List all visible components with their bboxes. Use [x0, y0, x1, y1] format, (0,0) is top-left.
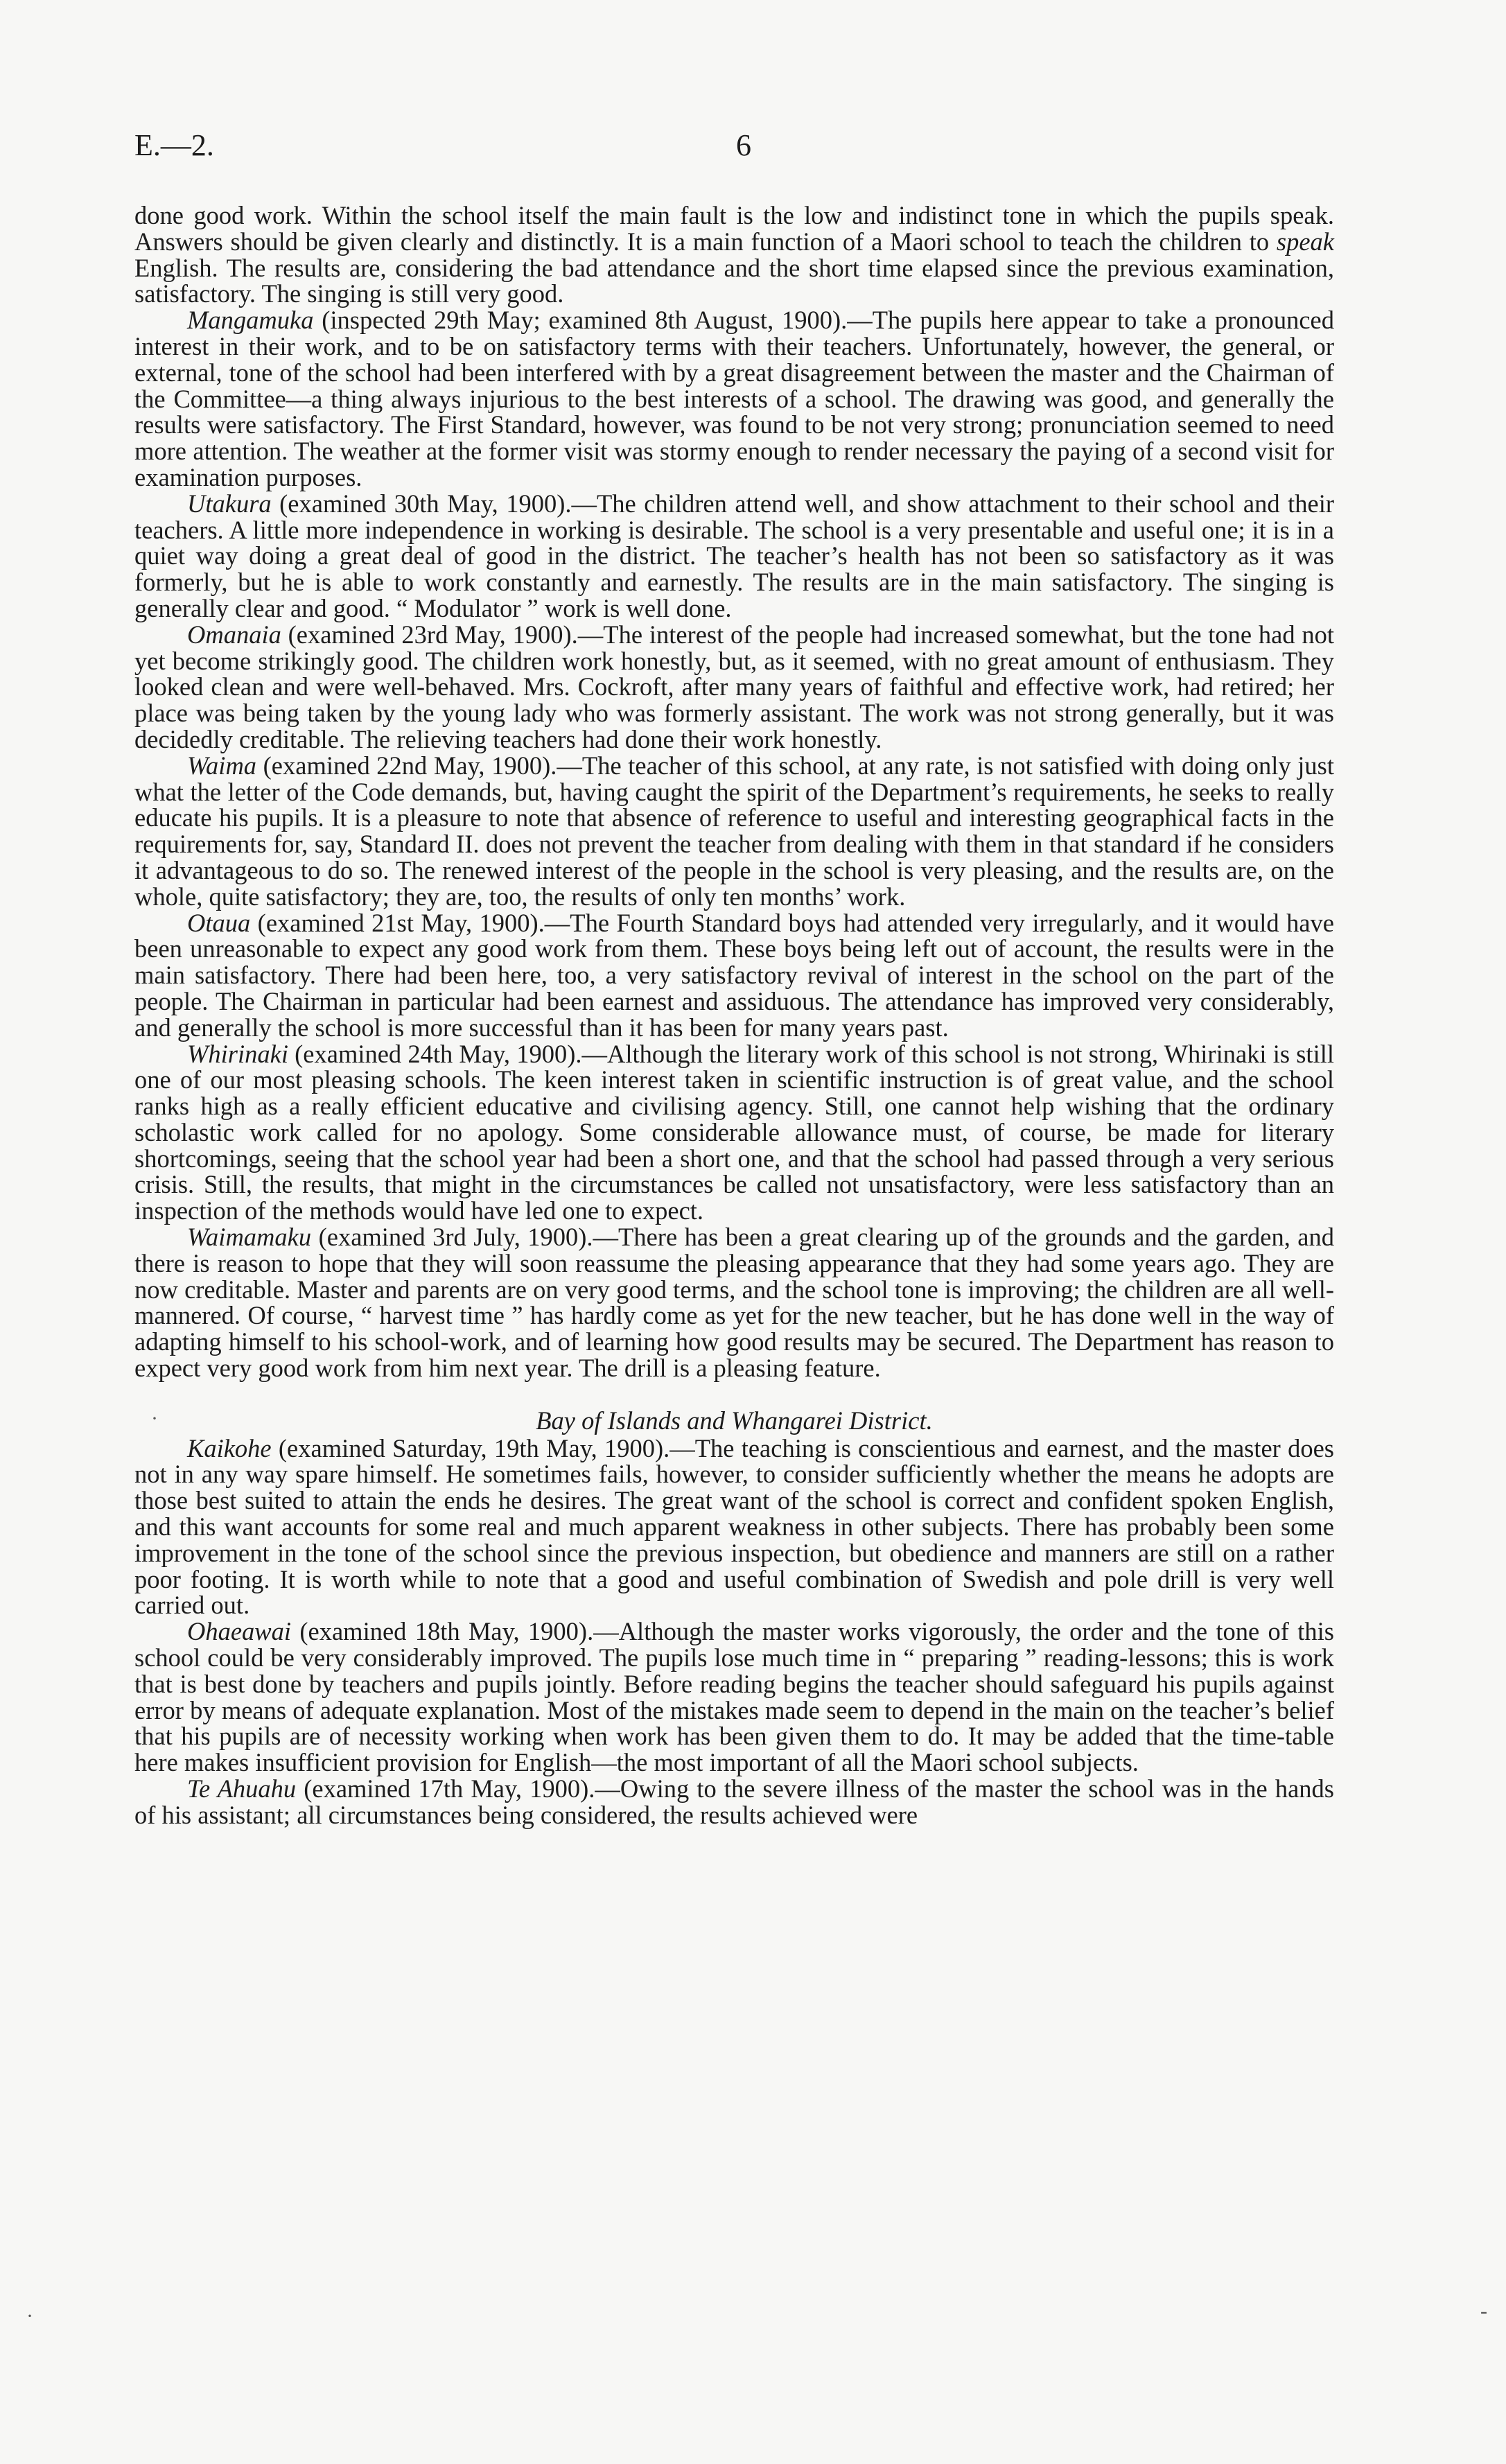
school-name: Mangamuka	[187, 306, 314, 335]
school-name: Omanaia	[187, 620, 281, 649]
school-entry-whirinaki: Whirinaki (examined 24th May, 1900).—Although the literary work of this school is not strong, Whirinaki is still one of our most pleasing schools. The keen interest taken in scientific instruction is of great value, and the school ranks high as a really efficient educative and civilising agency. Still, one cannot help wishing that the ordinary scholastic work called for no apology. Some considerable allowance must, of course, be made for literary shortcomings, seeing that the school year had been a short one, and that the school had passed through a very serious crisis. Still, the results, that might in the circumstances be called not unsatisfactory, were less satisfactory than an inspection of the methods would have led one to expect.	[134, 1039, 1334, 1225]
school-entry-te-ahuahu: Te Ahuahu (examined 17th May, 1900).—Owing to the severe illness of the master the school was in the hands of his assistant; all circumstances being considered, the results achieved were	[134, 1774, 1334, 1829]
page-number: 6	[736, 128, 751, 162]
school-name: Kaikohe	[187, 1433, 272, 1462]
school-entry-omanaia: Omanaia (examined 23rd May, 1900).—The interest of the people had increased somewhat, but the tone had not yet become strikingly good. The children work honestly, but, as it seemed, with no great amount of enthusiasm. They looked clean and were well-behaved. Mrs. Cockroft, after many years of faithful and effective work, had retired; her place was being taken by the young lady who was formerly assistant. The work was not strong generally, but it was decidedly creditable. The relieving teachers had done their work honestly.	[134, 620, 1334, 753]
margin-speck: ·	[151, 1407, 158, 1430]
school-name: Whirinaki	[187, 1039, 288, 1068]
school-entry-ohaeawai: Ohaeawai (examined 18th May, 1900).—Although the master works vigorously, the order and the tone of this school could be very considerably improved. The pupils lose much time in “ preparing ” reading-lessons; this is work that is best done by teachers and pupils jointly. Before reading begins the teacher should safeguard his pupils against error by means of adequate explanation. Most of the mistakes made seem to depend in the main on the teacher’s belief that his pupils are of necessity working when work has been given them to do. It may be added that the time-table here makes insufficient provision for English—the most important of all the Maori school subjects.	[134, 1617, 1334, 1777]
document-reference: E.—2.	[134, 128, 214, 162]
emphasis-text: speak	[1276, 227, 1334, 256]
continuation-paragraph: done good work. Within the school itself the main fault is the low and indistinct tone in which the pupils speak. Answers should be given clearly and distinctly. It is a main function of a Maori school to teach the children to speak English. The results are, considering the bad attendance and the short time elapsed since the previous examination, satisfactory. The singing is still very good.	[134, 201, 1334, 308]
school-name: Otaua	[187, 908, 251, 937]
school-entry-waimamaku: Waimamaku (examined 3rd July, 1900).—There has been a great clearing up of the grounds and the garden, and there is reason to hope that they will soon reassume the pleasing appearance that they had some years ago. They are now creditable. Master and parents are on very good terms, and the school tone is improving; the children are all well-mannered. Of course, “ harvest time ” has hardly come as yet for the new teacher, but he has done well in the way of adapting himself to his school-work, and of learning how good results may be secured. The Department has reason to expect very good work from him next year. The drill is a pleasing feature.	[134, 1223, 1334, 1383]
school-name: Waimamaku	[187, 1223, 312, 1252]
school-name: Utakura	[187, 489, 272, 518]
school-name: Waima	[187, 751, 257, 780]
school-entry-waima: Waima (examined 22nd May, 1900).—The teacher of this school, at any rate, is not satisfied with doing only just what the letter of the Code demands, but, having caught the spirit of the Department’s requirements, he seeks to really educate his pupils. It is a pleasure to note that absence of reference to useful and interesting geographical facts in the requirements for, say, Standard II. does not prevent the teacher from dealing with them in that standard if he considers it advantageous to do so. The renewed interest of the people in the school is very pleasing, and the results are, on the whole, quite satisfactory; they are, too, the results of only ten months’ work.	[134, 751, 1334, 911]
school-entry-utakura: Utakura (examined 30th May, 1900).—The children attend well, and show attachment to their school and their teachers. A little more independence in working is desirable. The school is a very presentable and useful one; it is in a quiet way doing a great deal of good in the district. The teacher’s health has not been so satisfactory as it was formerly, but he is able to work constantly and earnestly. The results are in the main satisfactory. The singing is generally clear and good. “ Modulator ” work is well done.	[134, 489, 1334, 622]
school-entry-mangamuka: Mangamuka (inspected 29th May; examined 8th August, 1900).—The pupils here appear to take a pronounced interest in their work, and to be on satisfactory terms with their teachers. Unfortunately, however, the general, or external, tone of the school had been interfered with by a great disagreement between the master and the Chairman of the Committee—a thing always injurious to the best interests of a school. The drawing was good, and generally the results were satisfactory. The First Standard, however, was found to be not very strong; pronunciation seemed to need more attention. The weather at the former visit was stormy enough to render necessary the paying of a second visit for examination purposes.	[134, 306, 1334, 491]
page-body	[134, 202, 1334, 1828]
page-header	[134, 128, 1382, 169]
school-entry-otaua: Otaua (examined 21st May, 1900).—The Fourth Standard boys had attended very irregularly, and it would have been unreasonable to expect any good work from them. These boys being left out of account, the results were in the main satisfactory. There had been here, too, a very satisfactory revival of interest in the school on the part of the people. The Chairman in particular had been earnest and assiduous. The attendance has improved very considerably, and generally the school is more successful than it has been for many years past.	[134, 908, 1334, 1042]
district-heading: Bay of Islands and Whangarei District.	[536, 1406, 933, 1435]
school-name: Te Ahuahu	[187, 1774, 297, 1803]
margin-speck: ·	[26, 2305, 33, 2327]
school-name: Ohaeawai	[187, 1617, 292, 1646]
school-entry-kaikohe: Kaikohe (examined Saturday, 19th May, 1900).—The teaching is conscientious and earnest, and the master does not in any way spare himself. He sometimes fails, however, to consider sufficiently whether the means he adopts are those best suited to attain the ends he desires. The great want of the school is correct and confident spoken English, and this want accounts for some real and much apparent weakness in other subjects. There has probably been some improvement in the tone of the school since the previous inspection, but obedience and manners are still on a rather poor footing. It is worth while to note that a good and useful combination of Swedish and pole drill is very well carried out.	[134, 1433, 1334, 1620]
margin-speck: -	[1480, 2300, 1487, 2323]
